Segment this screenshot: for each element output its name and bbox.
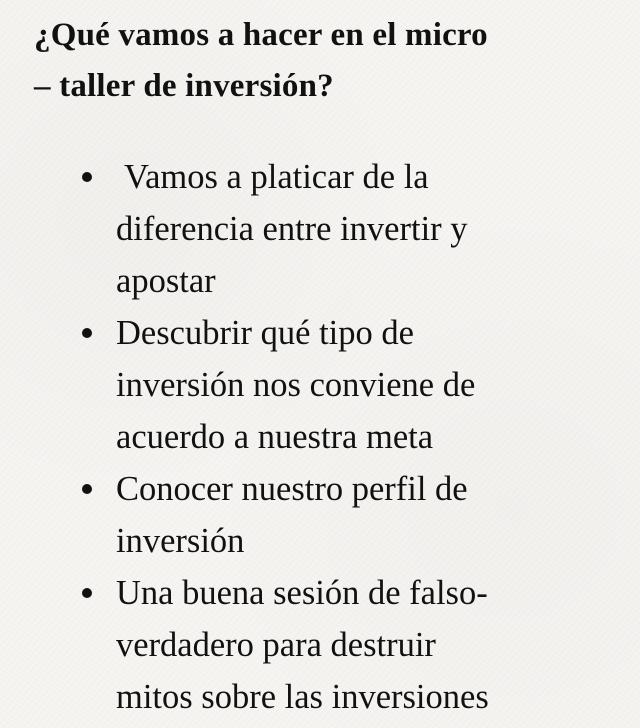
bullet-icon <box>82 484 92 494</box>
bullet-text-line: Vamos a platicar de la <box>116 158 429 196</box>
bullet-text-line: Conocer nuestro perfil de <box>116 470 468 508</box>
bullet-item <box>0 151 640 307</box>
bullet-item <box>0 307 640 463</box>
bullet-text-line: Una buena sesión de falso- <box>116 574 488 612</box>
bullet-item <box>0 567 640 723</box>
slide-title-line: – taller de inversión? <box>34 68 334 104</box>
slide-title-line: ¿Qué vamos a hacer en el micro <box>34 17 488 53</box>
bullet-text-line: Descubrir qué tipo de <box>116 314 414 352</box>
bullet-text-line: inversión <box>116 522 245 560</box>
bullet-list <box>0 151 640 723</box>
bullet-text-line: diferencia entre invertir y <box>116 210 468 248</box>
slide-title <box>34 10 624 112</box>
bullet-text-line: apostar <box>116 262 216 300</box>
bullet-text-line: verdadero para destruir <box>116 626 436 664</box>
bullet-icon <box>82 172 92 182</box>
bullet-text-line: inversión nos conviene de <box>116 366 476 404</box>
bullet-text-line: acuerdo a nuestra meta <box>116 418 434 456</box>
bullet-icon <box>82 588 92 598</box>
bullet-icon <box>82 328 92 338</box>
bullet-text-line: mitos sobre las inversiones <box>116 678 489 716</box>
bullet-item <box>0 463 640 567</box>
